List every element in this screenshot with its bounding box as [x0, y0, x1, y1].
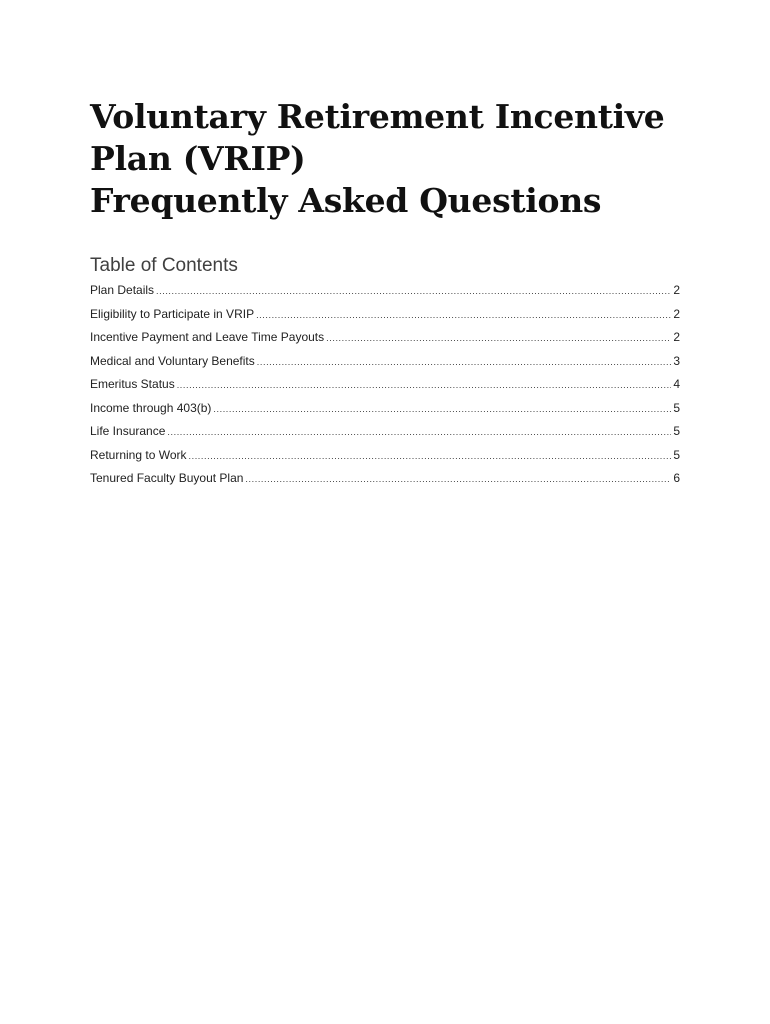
toc-entry-returning-to-work[interactable]	[90, 445, 680, 469]
document-title	[90, 96, 710, 222]
toc-dot-leader	[156, 281, 671, 301]
title-line-2: Plan (VRIP)	[90, 139, 306, 178]
toc-entry-label: Emeritus Status	[90, 377, 175, 391]
toc-entry-tenured-faculty-buyout[interactable]	[90, 468, 680, 492]
toc-entry-page: 3	[673, 353, 680, 368]
toc-entry-income-403b[interactable]	[90, 398, 680, 422]
toc-entry-page: 6	[673, 471, 680, 485]
toc-entry-label: Life Insurance	[90, 424, 166, 438]
toc-entry-label: Returning to Work	[90, 447, 187, 462]
toc-entry-label: Plan Details	[90, 283, 155, 297]
toc-entry-page: 4	[673, 377, 680, 391]
toc-entry-medical-benefits[interactable]	[90, 351, 680, 375]
toc-dot-leader	[256, 305, 671, 325]
toc-dot-leader	[245, 469, 671, 489]
toc-dot-leader	[177, 375, 672, 395]
toc-entry-page: 2	[673, 283, 680, 297]
toc-dot-leader	[189, 446, 672, 466]
toc-entry-plan-details[interactable]	[90, 280, 680, 304]
toc-entry-page: 2	[673, 330, 680, 344]
toc-entry-life-insurance[interactable]	[90, 421, 680, 445]
toc-entry-page: 5	[673, 447, 680, 462]
title-line-3: Frequently Asked Questions	[90, 181, 602, 220]
toc-entry-page: 5	[673, 400, 680, 415]
toc-dot-leader	[213, 399, 671, 419]
toc-entry-eligibility[interactable]	[90, 304, 680, 328]
toc-dot-leader	[257, 352, 672, 372]
toc-entry-label: Income through 403(b)	[90, 400, 212, 415]
toc-entry-incentive-payment[interactable]	[90, 327, 680, 351]
toc-entry-label: Incentive Payment and Leave Time Payouts	[90, 330, 325, 344]
toc-entry-page: 2	[673, 306, 680, 321]
toc-entry-emeritus-status[interactable]	[90, 374, 680, 398]
toc-entry-page: 5	[673, 424, 680, 438]
toc-entry-label: Medical and Voluntary Benefits	[90, 353, 255, 368]
table-of-contents	[90, 280, 680, 492]
title-line-1: Voluntary Retirement Incentive	[90, 97, 665, 136]
toc-dot-leader	[167, 422, 671, 442]
toc-entry-label: Eligibility to Participate in VRIP	[90, 306, 255, 321]
toc-dot-leader	[326, 328, 671, 348]
toc-heading: Table of Contents	[90, 255, 238, 276]
toc-entry-label: Tenured Faculty Buyout Plan	[90, 471, 244, 485]
